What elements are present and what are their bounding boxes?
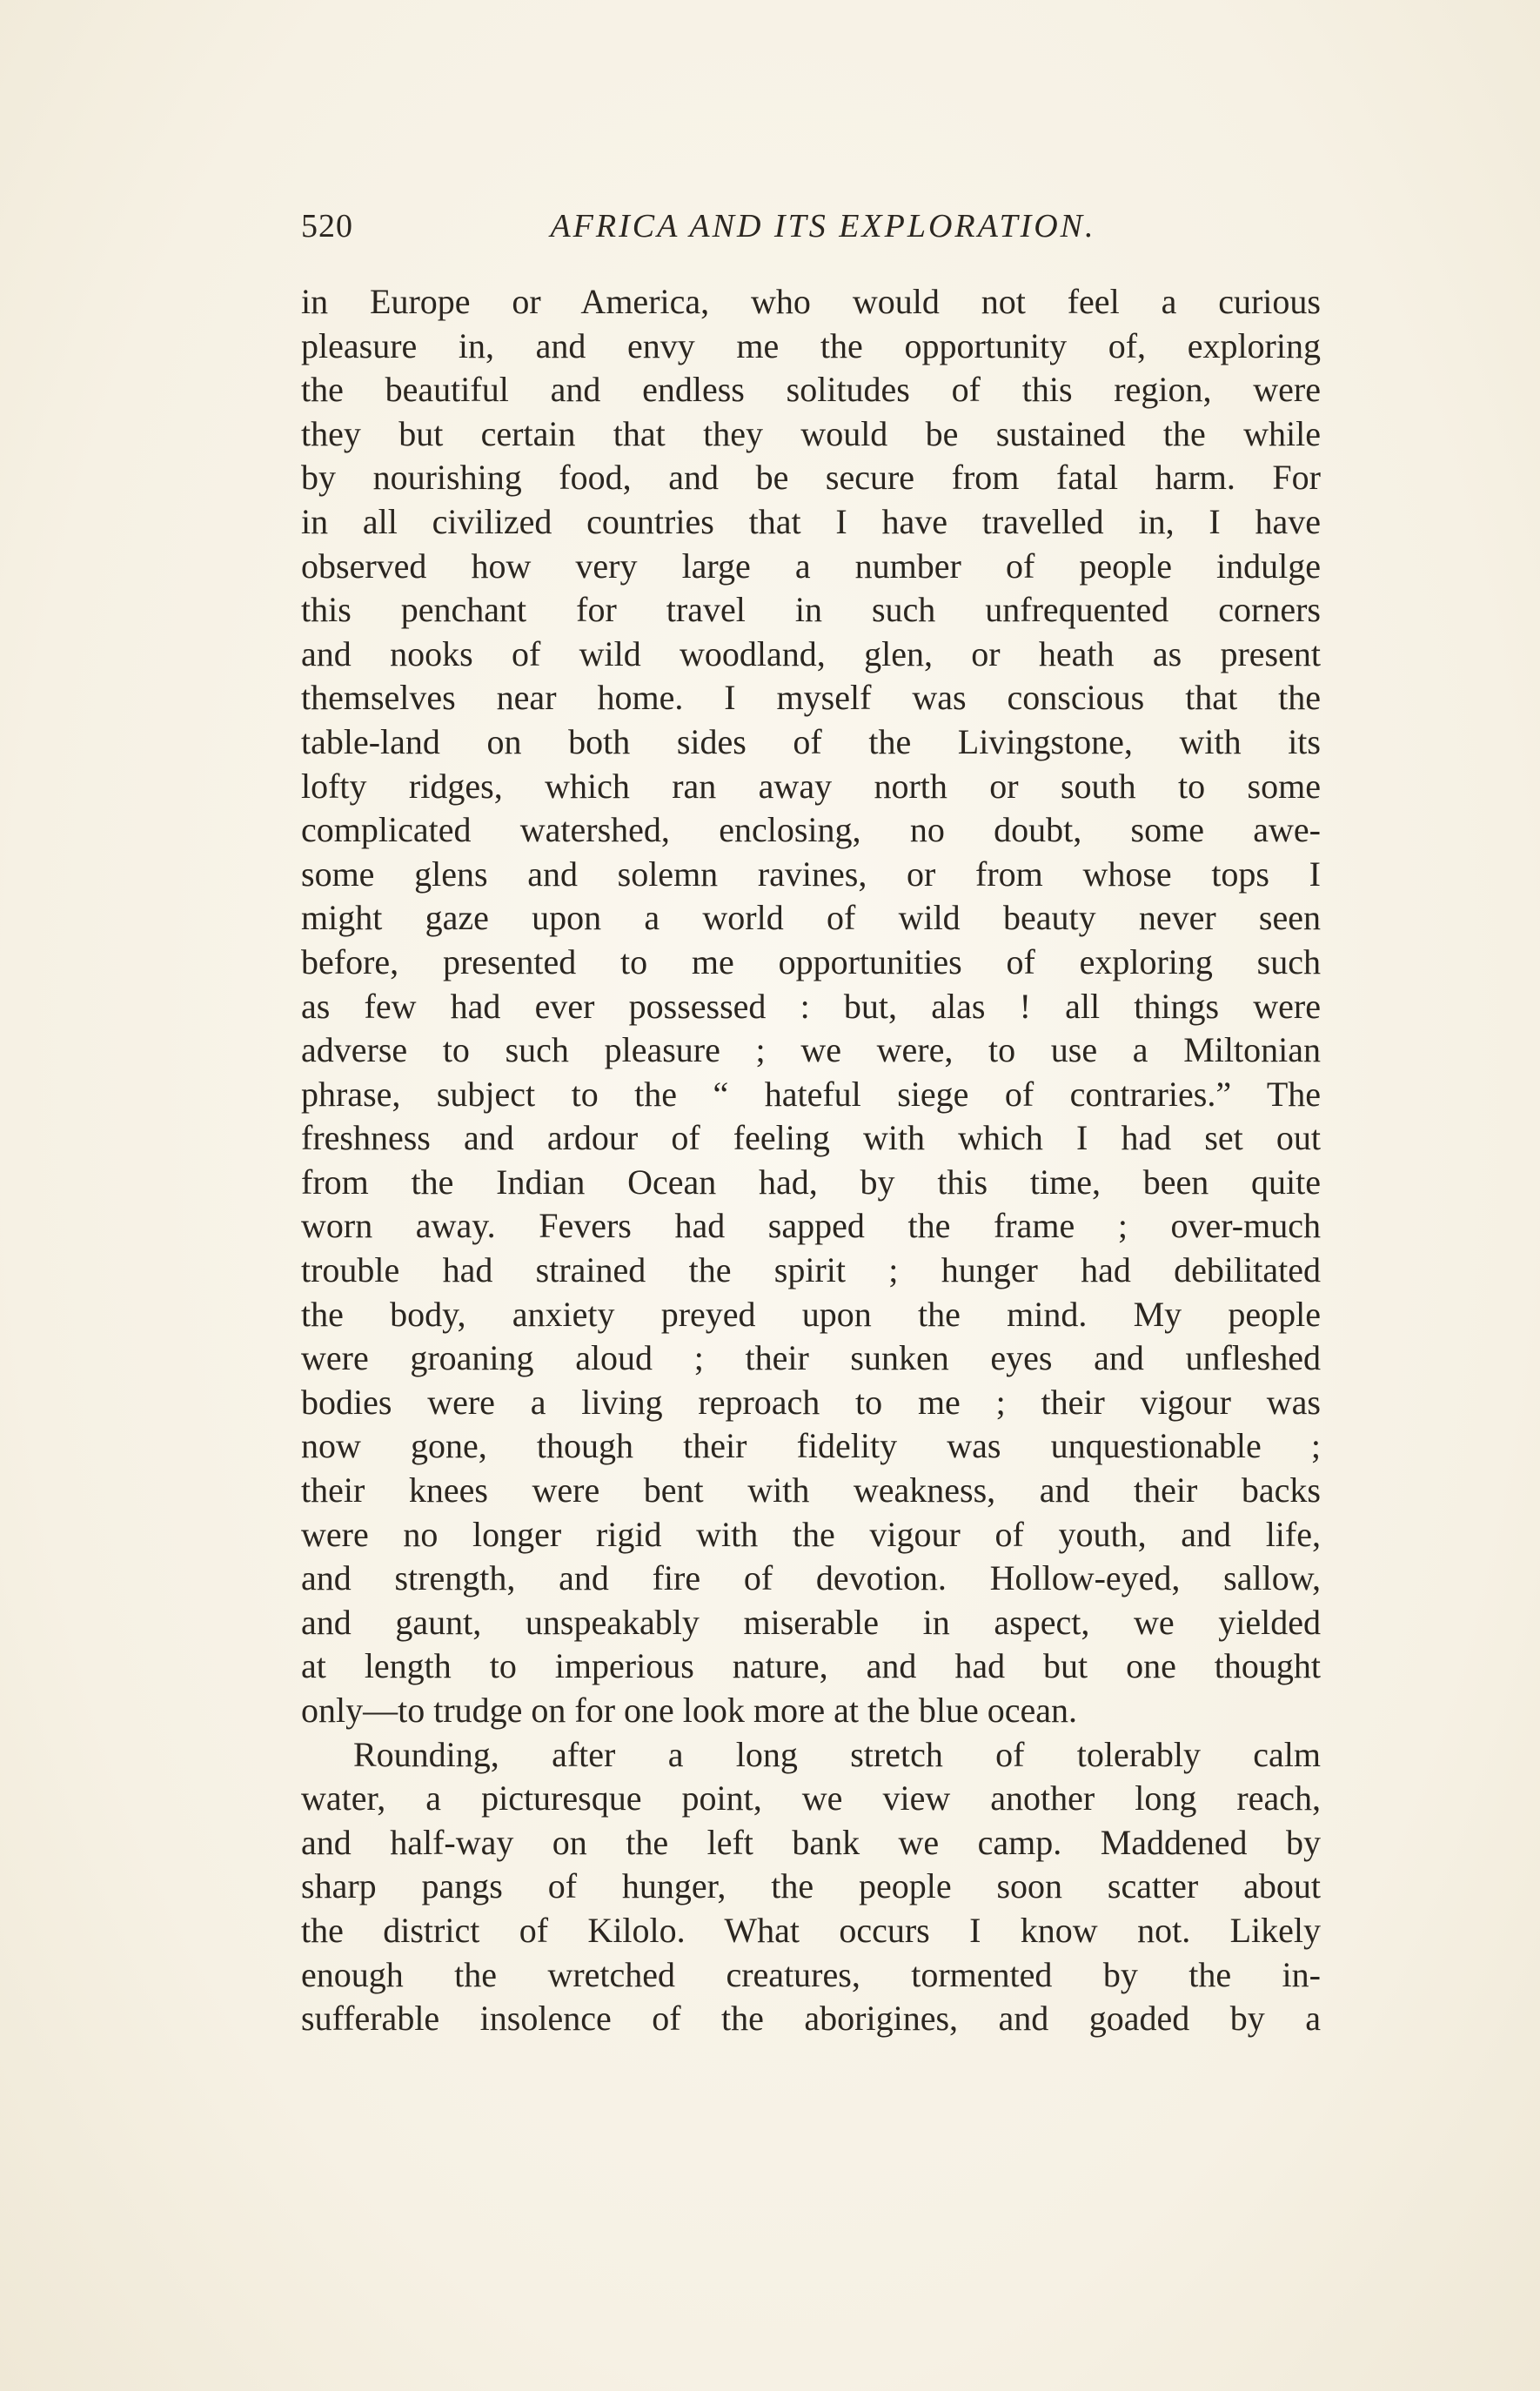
text-line: before, presented to me opportunities of exploring such	[301, 941, 1321, 981]
page-number: 520	[301, 208, 353, 244]
text-line: from the Indian Ocean had, by this time, been quite	[301, 1162, 1321, 1202]
text-line: lofty ridges, which ran away north or south to some	[301, 766, 1321, 806]
text-line: table-land on both sides of the Livingstone, with its	[301, 721, 1321, 761]
text-line: only—to trudge on for one look more at the blue ocean.	[301, 1691, 1077, 1730]
text-line: the body, anxiety preyed upon the mind. My people	[301, 1294, 1321, 1334]
running-title: AFRICA AND ITS EXPLORATION.	[550, 208, 1096, 244]
text-line: as few had ever possessed : but, alas ! all things were	[301, 986, 1321, 1026]
text-line: Rounding, after a long stretch of tolerably calm	[353, 1734, 1321, 1774]
text-line: some glens and solemn ravines, or from whose tops I	[301, 854, 1321, 894]
page-header	[301, 207, 1321, 259]
text-line: in Europe or America, who would not feel a curious	[301, 282, 1321, 321]
text-line: were groaning aloud ; their sunken eyes and unfleshed	[301, 1338, 1321, 1378]
text-line: phrase, subject to the “ hateful siege of contraries.” The	[301, 1074, 1321, 1114]
text-line: at length to imperious nature, and had but one thought	[301, 1646, 1321, 1686]
text-line: were no longer rigid with the vigour of youth, and life,	[301, 1514, 1321, 1554]
text-line: adverse to such pleasure ; we were, to use a Miltonian	[301, 1030, 1321, 1070]
text-line: and half-way on the left bank we camp. Maddened by	[301, 1822, 1321, 1862]
text-line: their knees were bent with weakness, and their backs	[301, 1470, 1321, 1510]
text-line: sufferable insolence of the aborigines, and goaded by a	[301, 1999, 1321, 2039]
text-line: enough the wretched creatures, tormented by the in-	[301, 1954, 1321, 1994]
text-line: might gaze upon a world of wild beauty never seen	[301, 898, 1321, 938]
text-line: now gone, though their fidelity was unquestionable ;	[301, 1426, 1321, 1466]
text-line: the beautiful and endless solitudes of this region, were	[301, 370, 1321, 410]
text-line: and strength, and fire of devotion. Hollow-eyed, sallow,	[301, 1558, 1321, 1598]
text-line: this penchant for travel in such unfrequented corners	[301, 590, 1321, 630]
text-line: sharp pangs of hunger, the people soon scatter about	[301, 1866, 1321, 1906]
text-line: they but certain that they would be sustained the while	[301, 413, 1321, 453]
body-text	[301, 280, 1321, 2041]
text-line: complicated watershed, enclosing, no doubt, some awe-	[301, 810, 1321, 850]
text-line: worn away. Fevers had sapped the frame ; over-much	[301, 1206, 1321, 1246]
text-line: pleasure in, and envy me the opportunity of, exploring	[301, 325, 1321, 365]
text-line: in all civilized countries that I have travelled in, I have	[301, 501, 1321, 541]
text-line: by nourishing food, and be secure from fatal harm. For	[301, 458, 1321, 498]
text-line: observed how very large a number of people indulge	[301, 546, 1321, 586]
text-line: bodies were a living reproach to me ; their vigour was	[301, 1382, 1321, 1422]
text-line: freshness and ardour of feeling with which I had set out	[301, 1118, 1321, 1158]
text-line: trouble had strained the spirit ; hunger had debilitated	[301, 1250, 1321, 1290]
text-line: and nooks of wild woodland, glen, or heath as present	[301, 633, 1321, 673]
text-line: water, a picturesque point, we view another long reach,	[301, 1778, 1321, 1818]
text-line: the district of Kilolo. What occurs I know not. Likely	[301, 1910, 1321, 1950]
text-line: and gaunt, unspeakably miserable in aspect, we yielded	[301, 1602, 1321, 1642]
text-line: themselves near home. I myself was conscious that the	[301, 678, 1321, 718]
